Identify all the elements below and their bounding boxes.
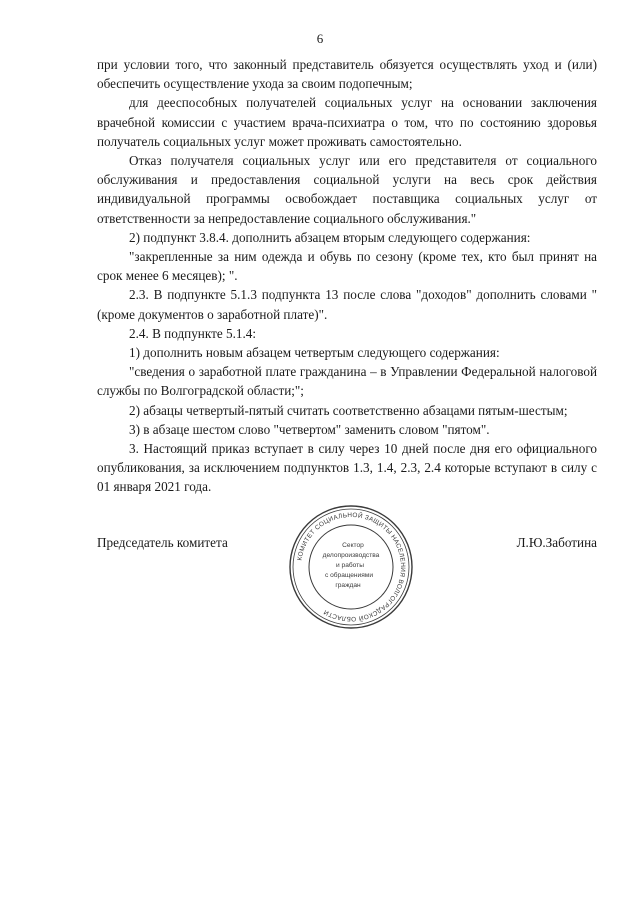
paragraph: при условии того, что законный представитель обязуется осуществлять уход и (или) обеспечить осуществление ухода за своим подопечным; (97, 57, 597, 92)
paragraph: 2.4. В подпункте 5.1.4: (129, 325, 257, 341)
paragraph: для дееспособных получателей социальных услуг на основании заключения врачебной комиссии с участием врача-психиатра о том, что по состоянию здоровья получатель социальных услуг может проживать самостоятельно. (97, 95, 597, 149)
paragraph: 2) подпункт 3.8.4. дополнить абзацем вторым следующего содержания: (129, 229, 531, 245)
stamp-seal-icon (287, 503, 415, 631)
official-stamp (287, 503, 415, 631)
stamp-line: делопроизводства (322, 552, 380, 559)
signature-block (97, 535, 597, 555)
paragraph: 1) дополнить новым абзацем четвертым следующего содержания: (129, 345, 500, 361)
stamp-line: Сектор (342, 542, 364, 549)
stamp-ring-text: КОМИТЕТ СОЦИАЛЬНОЙ ЗАЩИТЫ НАСЕЛЕНИЯ ВОЛГОГРАДСКОЙ ОБЛАСТИ (296, 511, 407, 623)
stamp-line: с обращениями (324, 572, 374, 579)
paragraph: 3) в абзаце шестом слово "четвертом" заменить словом "пятом". (129, 421, 490, 437)
paragraph: 3. Настоящий приказ вступает в силу через 10 дней после дня его официального опубликования, за исключением подпунктов 1.3, 1.4, 2.3, 2.4 которые вступают в силу с 01 января 2021 года. (97, 441, 597, 495)
paragraph: 2.3. В подпункте 5.1.3 подпункта 13 после слова "доходов" дополнить словами "(кроме документов о заработной плате)". (97, 287, 597, 322)
paragraph: "закрепленные за ним одежда и обувь по сезону (кроме тех, кто был принят на срок менее 6 месяцев); ". (97, 249, 597, 284)
paragraph: "сведения о заработной плате гражданина – в Управлении Федеральной налоговой службы по Волгоградской области;"; (97, 364, 597, 399)
paragraph: 2) абзацы четвертый-пятый считать соответственно абзацами пятым-шестым; (129, 402, 568, 418)
signatory-name: Л.Ю.Заботина (516, 535, 597, 550)
document-body (97, 55, 597, 497)
page-number: 6 (316, 31, 324, 46)
stamp-line: и работы (336, 562, 364, 569)
paragraph: Отказ получателя социальных услуг или его представителя от социального обслуживания и предоставления социальной услуги на весь срок действия индивидуальной программы освобождает поставщика социальных услуг от ответственности за непредоставление социального обслуживания." (97, 153, 597, 226)
signatory-position: Председатель комитета (97, 535, 228, 550)
stamp-line: граждан (335, 582, 361, 589)
